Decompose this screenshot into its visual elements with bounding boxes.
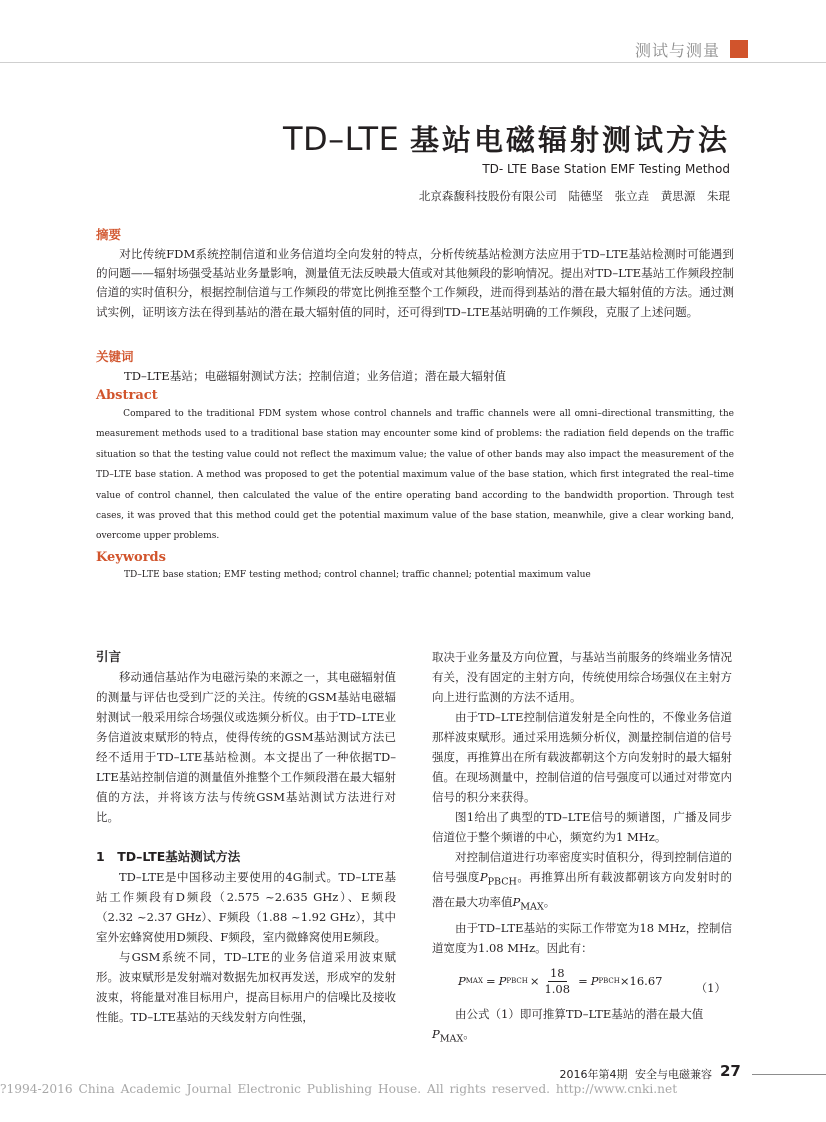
footer-issue-info: 2016年第4期 安全与电磁兼容 — [559, 1068, 712, 1081]
equation-number: （1） — [695, 980, 726, 995]
equation-fraction: $\frac{18}{1.08}$ — [544, 965, 571, 996]
keywords-en-text: TD–LTE base station; EMF testing method; control channel; traffic channel; potential maximum value — [124, 570, 591, 580]
abstract-en-label: Abstract — [96, 388, 158, 403]
keywords-cn-text: TD–LTE基站；电磁辐射测试方法；控制信道；业务信道；潜在最大辐射值 — [124, 369, 506, 383]
section-marker-square — [730, 40, 748, 58]
right-paragraph-6-end: $P_{MAX}$。 — [432, 1026, 475, 1044]
english-title: TD- LTE Base Station EMF Testing Method — [482, 162, 730, 176]
intro-paragraph: 移动通信基站作为电磁污染的来源之一，其电磁辐射值的测量与评估也受到广泛的关注。传统的GSM基站电磁辐射测试一般采用综合场强仪或选频分析仪。由于TD–LTE业务信道波束赋形的特点，使得传统的GSM基站测试方法已经不适用于TD–LTE基站检测。本文提出了一种依据TD–LTE基站控制信道的测量值外推整个工作频段潜在最大辐射值的方法，并将该方法与传统GSM基站测试方法进行对比。 — [96, 670, 396, 824]
keywords-en-label: Keywords — [96, 550, 166, 565]
page-number: 27 — [720, 1062, 741, 1080]
right-paragraph-3: 图1给出了典型的TD–LTE信号的频谱图，广播及同步信道位于整个频谱的中心，频宽约为1 MHz。 — [432, 810, 732, 844]
body-right-column — [432, 647, 732, 1049]
right-paragraph-4: 对控制信道进行功率密度实时值积分，得到控制信道的信号强度$P_{PBCH}$。再推算出所有载波都朝该方向发射时的潜在最大功率值$P_{MAX}$。 — [432, 850, 733, 913]
right-paragraph-5: 由于TD–LTE基站的实际工作带宽为18 MHz，控制信道宽度为1.08 MHz。因此有： — [432, 920, 732, 955]
abstract-cn-label: 摘要 — [96, 227, 122, 242]
intro-heading: 引言 — [96, 649, 122, 664]
section1-paragraph-1: TD–LTE是中国移动主要使用的4G制式。TD–LTE基站工作频段有D频段（2.575 ~2.635 GHz）、E频段（2.32 ~2.37 GHz）、F频段（1.88 ~1.92 GHz），其中室外宏蜂窝使用D频段、F频段，室内微蜂窝使用E频段。 — [96, 870, 396, 944]
right-paragraph-2: 由于TD–LTE控制信道发射是全向性的，不像业务信道那样波束赋形。通过采用选频分析仪，测量控制信道的信号强度，再推算出在所有载波都朝这个方向发射时的最大辐射值。在现场测量中，控制信道的信号强度可以通过对带宽内信号的积分来获得。 — [432, 710, 732, 804]
abstract-en-text: Compared to the traditional FDM system whose control channels and traffic channels were all omni–directional transmitting, the measurement methods used to a traditional base station may encounter some kind of problems: the radiation field depends on the traffic situation so that the testing value could not reflect the maximum value; the value of other bands may also impact the measurement of the TD–LTE base station. A method was proposed to get the potential maximum value of the base station, which first integrated the real–time value of control channel, then calculated the value of the entire operating band according to the bandwidth proportion. Through test cases, it was proved that this method could get the potential maximum value of the base station, meanwhile, give a clear working band, overcome upper problems. — [96, 409, 734, 542]
title-chinese: 基站电磁辐射测试方法 — [409, 123, 730, 157]
section1-heading: 1 TD–LTE基站测试方法 — [96, 849, 241, 864]
journal-section-label: 测试与测量 — [634, 41, 720, 60]
right-paragraph-1: 取决于业务量及方向位置，与基站当前服务的终端业务情况有关，没有固定的主射方向，传统使用综合场强仪在主射方向上进行监测的方法不适用。 — [432, 650, 732, 704]
authors-affiliation: 北京森馥科技股份有限公司 陆德坚 张立垚 黄思源 朱琨 — [418, 189, 730, 203]
equation-1: P MAX = P PBCH × $\frac{18}{1.08}$ = P PBCH ×16.67 （1） — [458, 965, 726, 996]
title-prefix: TD–LTE — [282, 120, 400, 158]
right-paragraph-6: 由公式（1）即可推算TD–LTE基站的潜在最大值 — [455, 1006, 704, 1021]
article-title — [283, 118, 730, 159]
abstract-cn-text: 对比传统FDM系统控制信道和业务信道均全向发射的特点，分析传统基站检测方法应用于TD–LTE基站检测时可能遇到的问题——辐射场强受基站业务量影响，测量值无法反映最大值或对其他频段的影响情况。提出对TD–LTE基站工作频段控制信道的实时值积分，根据控制信道与工作频段的带宽比例推至整个工作频段，进而得到基站的潜在最大辐射值的方法。通过测试实例，证明该方法在得到基站的潜在最大辐射值的同时，还可得到TD–LTE基站明确的工作频段，克服了上述问题。 — [96, 247, 734, 319]
keywords-cn-label: 关键词 — [96, 349, 134, 364]
body-left-column — [96, 647, 396, 1027]
copyright-watermark: ?1994-2016 China Academic Journal Electronic Publishing House. All rights reserved. http://www.cnki.net — [0, 1082, 678, 1096]
header-rule — [0, 62, 826, 63]
section1-paragraph-2: 与GSM系统不同，TD–LTE的业务信道采用波束赋形。波束赋形是发射端对数据先加权再发送，形成窄的发射波束，将能量对准目标用户，提高目标用户的信噪比及接收性能。TD–LTE基站的天线发射方向性强， — [96, 950, 396, 1024]
footer-rule — [752, 1074, 826, 1075]
